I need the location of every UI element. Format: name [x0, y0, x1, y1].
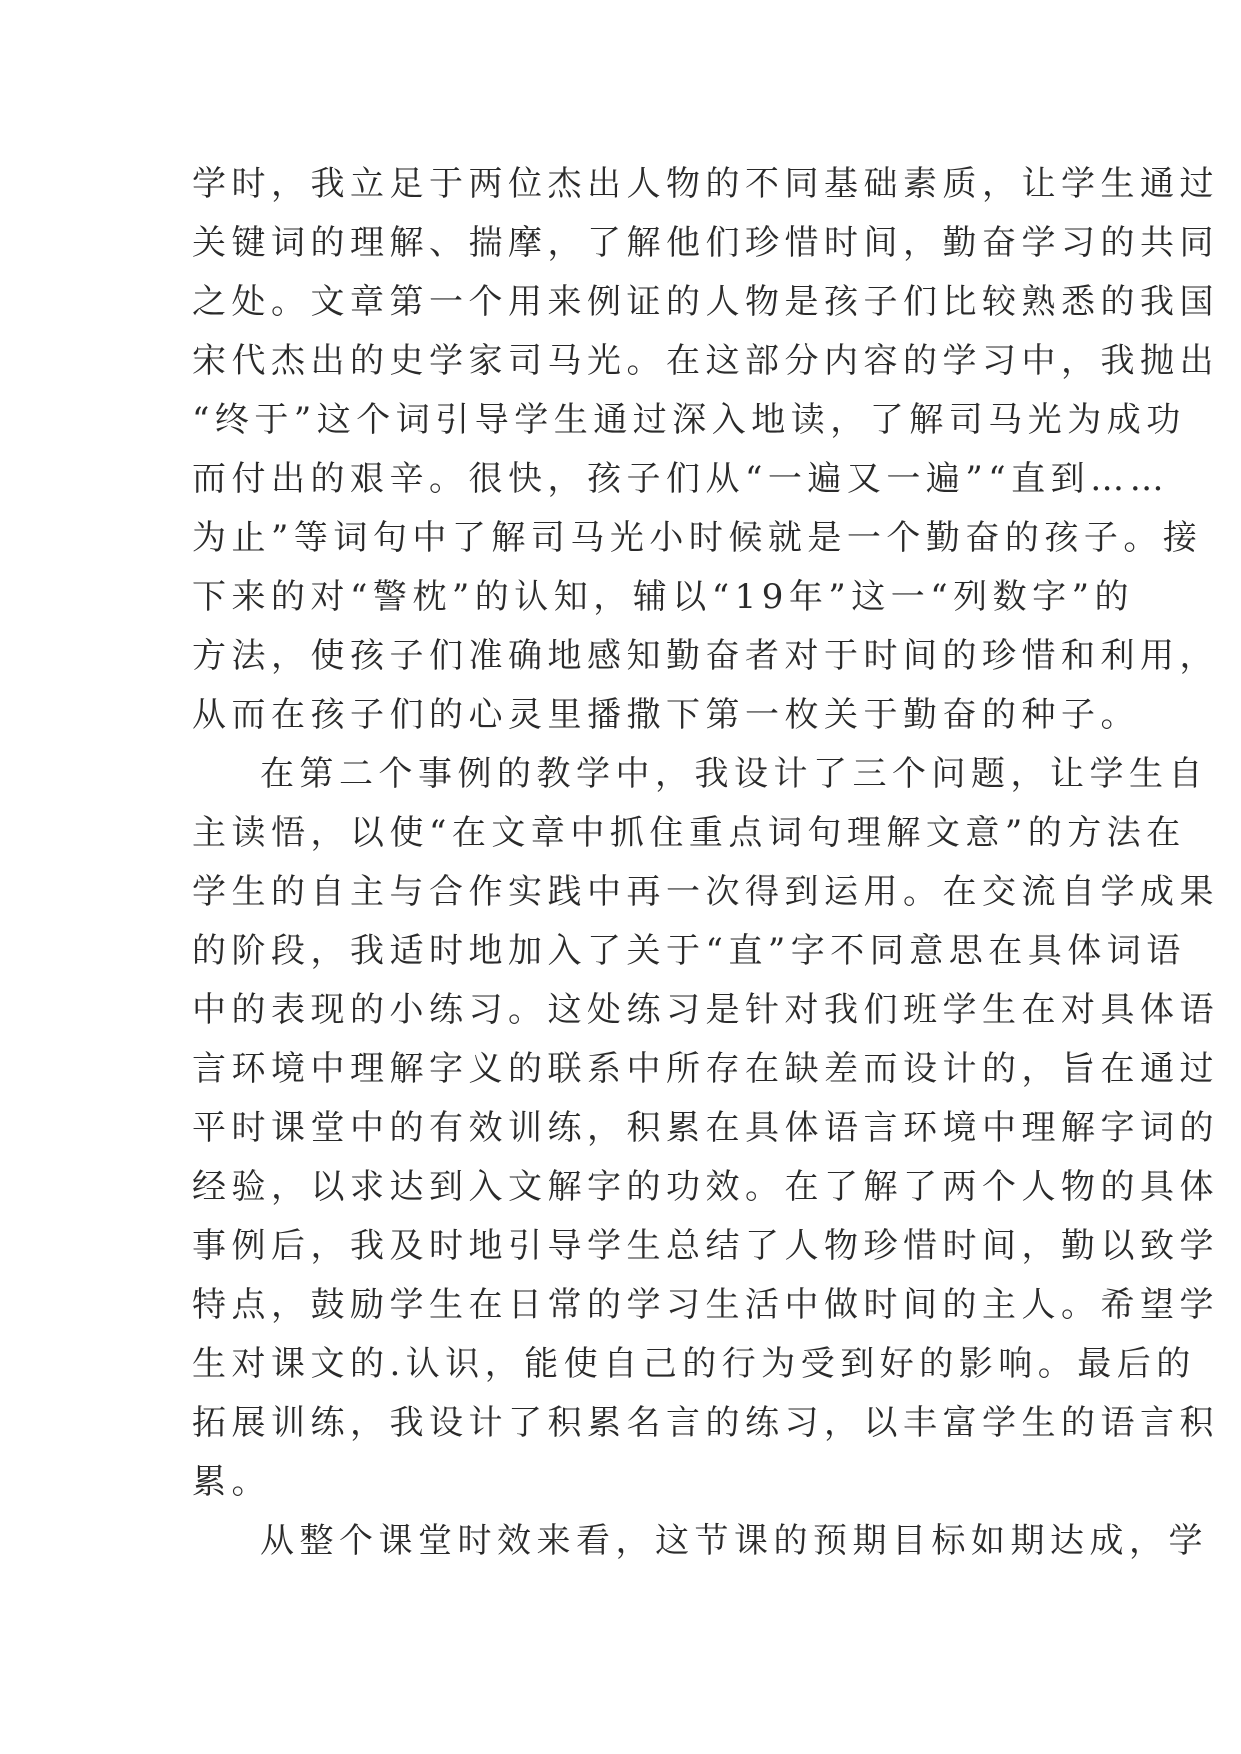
paragraph-first-line: 从整个课堂时效来看，这节课的预期目标如期达成，学 [260, 1521, 1208, 1561]
text-line: 从而在孩子们的心灵里播撒下第一枚关于勤奋的种子。 [192, 695, 1140, 735]
text-line: 平时课堂中的有效训练，积累在具体语言环境中理解字词的 [192, 1108, 1219, 1148]
text-line: 而付出的艰辛。很快，孩子们从“一遍又一遍”“直到…… [192, 459, 1170, 499]
text-line: 宋代杰出的史学家司马光。在这部分内容的学习中，我抛出 [192, 341, 1219, 381]
text-line: 生对课文的.认识，能使自己的行为受到好的影响。最后的 [192, 1344, 1196, 1384]
text-line: 关键词的理解、揣摩，了解他们珍惜时间，勤奋学习的共同 [192, 223, 1219, 263]
text-line: 学时，我立足于两位杰出人物的不同基础素质，让学生通过 [192, 164, 1219, 204]
text-line: 的阶段，我适时地加入了关于“直”字不同意思在具体词语 [192, 931, 1186, 971]
text-line: 之处。文章第一个用来例证的人物是孩子们比较熟悉的我国 [192, 282, 1219, 322]
paragraph-first-line: 在第二个事例的教学中，我设计了三个问题，让学生自 [260, 754, 1208, 794]
text-line: 方法，使孩子们准确地感知勤奋者对于时间的珍惜和利用， [192, 636, 1219, 676]
text-line: 学生的自主与合作实践中再一次得到运用。在交流自学成果 [192, 872, 1219, 912]
text-line: 中的表现的小练习。这处练习是针对我们班学生在对具体语 [192, 990, 1219, 1030]
text-line: 言环境中理解字义的联系中所存在缺差而设计的，旨在通过 [192, 1049, 1219, 1089]
text-line: 累。 [192, 1462, 271, 1502]
text-line: 事例后，我及时地引导学生总结了人物珍惜时间，勤以致学 [192, 1226, 1219, 1266]
text-line: “终于”这个词引导学生通过深入地读，了解司马光为成功 [192, 400, 1186, 440]
text-line: 主读悟，以使“在文章中抓住重点词句理解文意”的方法在 [192, 813, 1186, 853]
text-line: 经验，以求达到入文解字的功效。在了解了两个人物的具体 [192, 1167, 1219, 1207]
text-line: 为止”等词句中了解司马光小时候就是一个勤奋的孩子。接 [192, 518, 1203, 558]
text-line: 特点，鼓励学生在日常的学习生活中做时间的主人。希望学 [192, 1285, 1219, 1325]
text-line: 拓展训练，我设计了积累名言的练习，以丰富学生的语言积 [192, 1403, 1219, 1443]
text-line: 下来的对“警枕”的认知，辅以“19年”这一“列数字”的 [192, 577, 1135, 617]
